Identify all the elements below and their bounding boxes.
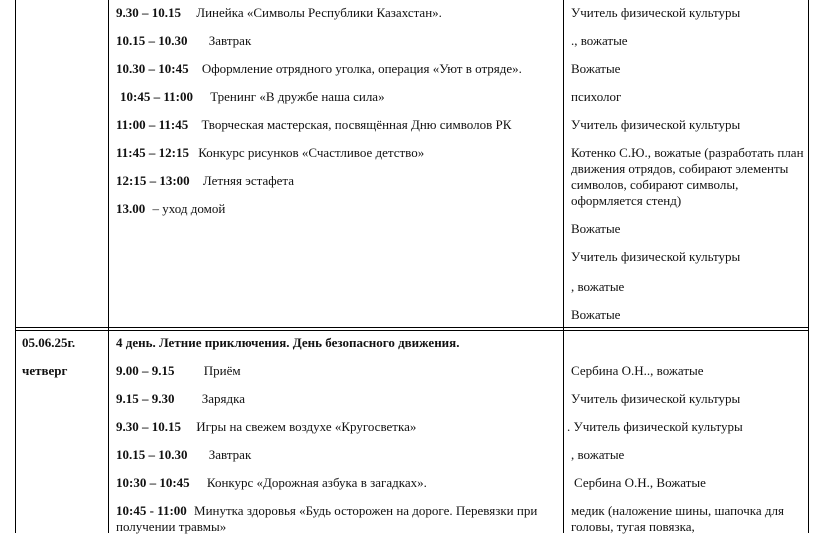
schedule-row	[116, 503, 558, 535]
responsible-text: , вожатые	[571, 447, 625, 462]
responsible-text: Вожатые	[571, 221, 621, 236]
activity-text: Тренинг «В дружбе наша сила»	[210, 89, 385, 104]
schedule-row	[120, 89, 385, 105]
schedule-row	[116, 117, 511, 133]
table-right-border	[808, 0, 809, 533]
activity-text: Оформление отрядного уголка, операция «Уют в отряде».	[201, 61, 522, 76]
time-slot: 9.15 – 9.30	[116, 391, 175, 406]
schedule-row	[116, 363, 241, 379]
time-slot: 10.15 – 10.30	[116, 447, 188, 462]
activity-text: Зарядка	[201, 391, 246, 406]
time-slot: 10:45 - 11:00	[116, 503, 187, 518]
time-slot: 10:30 – 10:45	[116, 475, 190, 490]
responsible-text: Вожатые	[571, 61, 621, 76]
activity-text: – уход домой	[152, 201, 226, 216]
responsible-text: Учитель физической культуры	[571, 249, 741, 264]
activity-text: Минутка здоровья «Будь осторожен на дороге. Перевязки при получении травмы»	[116, 503, 538, 534]
responsible-text: Сербина О.Н.., вожатые	[571, 363, 704, 378]
responsible-text: . Учитель физической культуры	[567, 419, 743, 434]
activity-text: Приём	[203, 363, 241, 378]
responsible-text: медик (наложение шины, шапочка для головы, тугая повязка,	[571, 503, 784, 534]
activity-text: Творческая мастерская, посвящённая Дню символов РК	[201, 117, 512, 132]
responsible-text: психолог	[571, 89, 622, 104]
time-slot: 10.15 – 10.30	[116, 33, 188, 48]
time-slot: 9.30 – 10.15	[116, 5, 181, 20]
time-slot: 10:45 – 11:00	[120, 89, 193, 104]
time-slot: 12:15 – 13:00	[116, 173, 190, 188]
schedule-row	[116, 201, 225, 217]
row-separator	[15, 327, 809, 328]
schedule-row	[116, 419, 416, 435]
responsible-text: Сербина О.Н., Вожатые	[574, 475, 706, 490]
time-slot: 10.30 – 10:45	[116, 61, 189, 76]
activity-text: Линейка «Символы Республики Казахстан».	[196, 5, 442, 20]
schedule-row	[116, 447, 251, 463]
activity-text: Завтрак	[208, 33, 252, 48]
table-left-border	[15, 0, 16, 533]
responsible-text: Учитель физической культуры	[571, 391, 741, 406]
schedule-row	[116, 61, 522, 77]
date-column-divider	[108, 0, 109, 533]
responsible-text: , вожатые	[571, 279, 625, 294]
day-date: 05.06.25г.	[22, 335, 76, 350]
day-weekday: четверг	[22, 363, 68, 378]
time-slot: 11:45 – 12:15	[116, 145, 189, 160]
schedule-row	[116, 5, 442, 21]
time-slot: 11:00 – 11:45	[116, 117, 189, 132]
schedule-row	[116, 475, 427, 491]
responsible-text: Учитель физической культуры	[571, 5, 741, 20]
row-separator-2	[15, 330, 809, 331]
schedule-row	[116, 173, 294, 189]
time-slot: 9.00 – 9.15	[116, 363, 175, 378]
activity-column-divider	[563, 0, 564, 533]
activity-text: Летняя эстафета	[202, 173, 295, 188]
day-title: 4 день. Летние приключения. День безопасного движения.	[116, 335, 460, 350]
schedule-row	[116, 33, 251, 49]
schedule-row	[116, 391, 245, 407]
activity-text: Завтрак	[208, 447, 252, 462]
responsible-text: Котенко С.Ю., вожатые (разработать план движения отрядов, собирают элементы символов, собирают символы, оформляется стенд)	[571, 145, 804, 208]
time-slot: 13.00	[116, 201, 146, 216]
activity-text: Игры на свежем воздухе «Кругосветка»	[196, 419, 417, 434]
responsible-text: Вожатые	[571, 307, 621, 322]
activity-text: Конкурс рисунков «Счастливое детство»	[198, 145, 425, 160]
responsible-text: Учитель физической культуры	[571, 117, 741, 132]
time-slot: 9.30 – 10.15	[116, 419, 181, 434]
activity-text: Конкурс «Дорожная азбука в загадках».	[206, 475, 427, 490]
responsible-text: ., вожатые	[571, 33, 628, 48]
schedule-row	[116, 145, 424, 161]
